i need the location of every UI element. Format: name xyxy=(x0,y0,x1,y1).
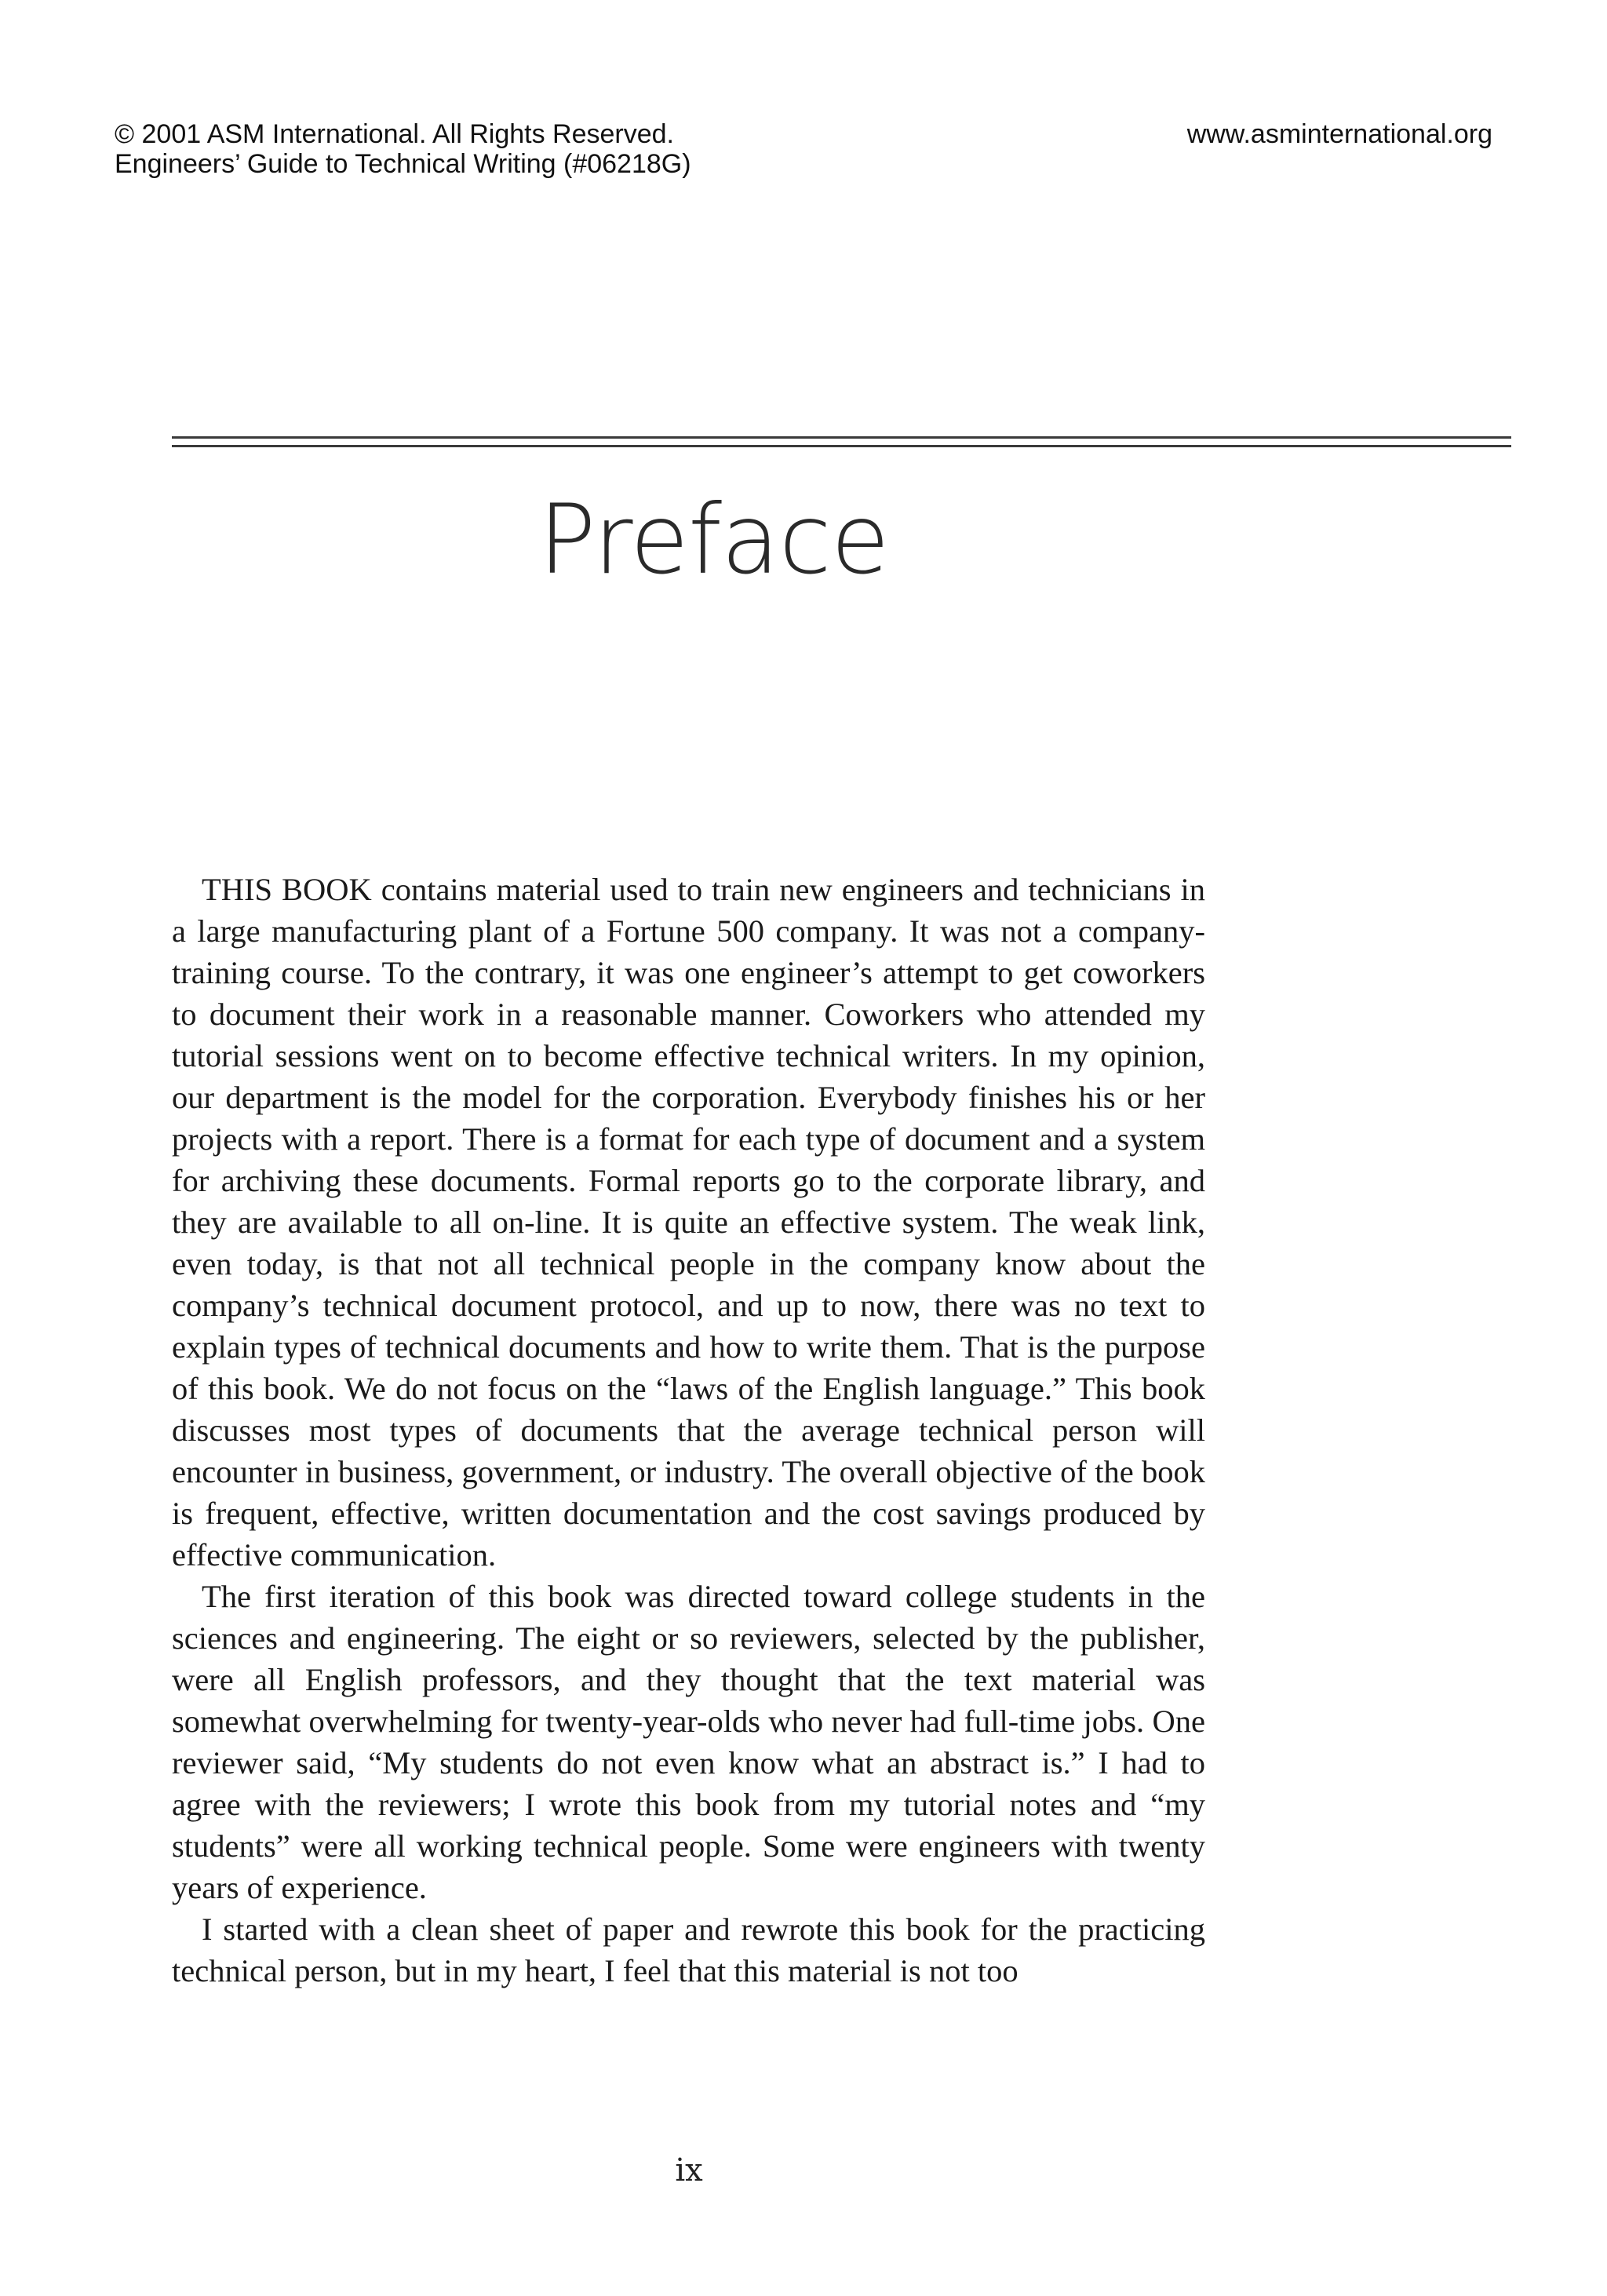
body-text xyxy=(172,869,1205,1992)
paragraph-2: The first iteration of this book was directed toward college students in the sciences and engineering. The eight or so reviewers, selected by the publisher, were all English professors, and they thought that the text material was somewhat overwhelming for twenty-year-olds who never had full-time jobs. One reviewer said, “My students do not even know what an abstract is.” I had to agree with the reviewers; I wrote this book from my tutorial notes and “my students” were all working technical people. Some were engineers with twenty years of experience. xyxy=(172,1579,1205,1905)
publisher-website: www.asminternational.org xyxy=(1186,119,1492,149)
page-header-left xyxy=(115,119,691,179)
chapter-title: Preface xyxy=(538,484,889,596)
page-number: ix xyxy=(675,2152,703,2188)
book-title-reference: Engineers’ Guide to Technical Writing (#06218G) xyxy=(115,149,691,179)
title-rule-bottom xyxy=(172,445,1511,447)
paragraph-3: I started with a clean sheet of paper and rewrote this book for the practicing technical person, but in my heart, I feel that this material is not too xyxy=(172,1912,1205,1988)
paragraph-1: THIS BOOK contains material used to train new engineers and technicians in a large manufacturing plant of a Fortune 500 company. It was not a company-training course. To the contrary, it was one engineer’s attempt to get coworkers to document their work in a reasonable manner. Coworkers who attended my tutorial sessions went on to become effective technical writers. In my opinion, our department is the model for the corporation. Everybody finishes his or her projects with a report. There is a format for each type of document and a system for archiving these documents. Formal reports go to the corporate library, and they are available to all on-line. It is quite an effective system. The weak link, even today, is that not all technical people in the company know about the company’s technical document protocol, and up to now, there was no text to explain types of technical documents and how to write them. That is the purpose of this book. We do not focus on the “laws of the English language.” This book discusses most types of documents that the average technical person will encounter in business, government, or industry. The overall objective of the book is frequent, effective, written documentation and the cost savings produced by effective communication. xyxy=(172,872,1205,1573)
copyright-notice: © 2001 ASM International. All Rights Reserved. xyxy=(115,119,674,149)
title-rule-top xyxy=(172,436,1511,439)
